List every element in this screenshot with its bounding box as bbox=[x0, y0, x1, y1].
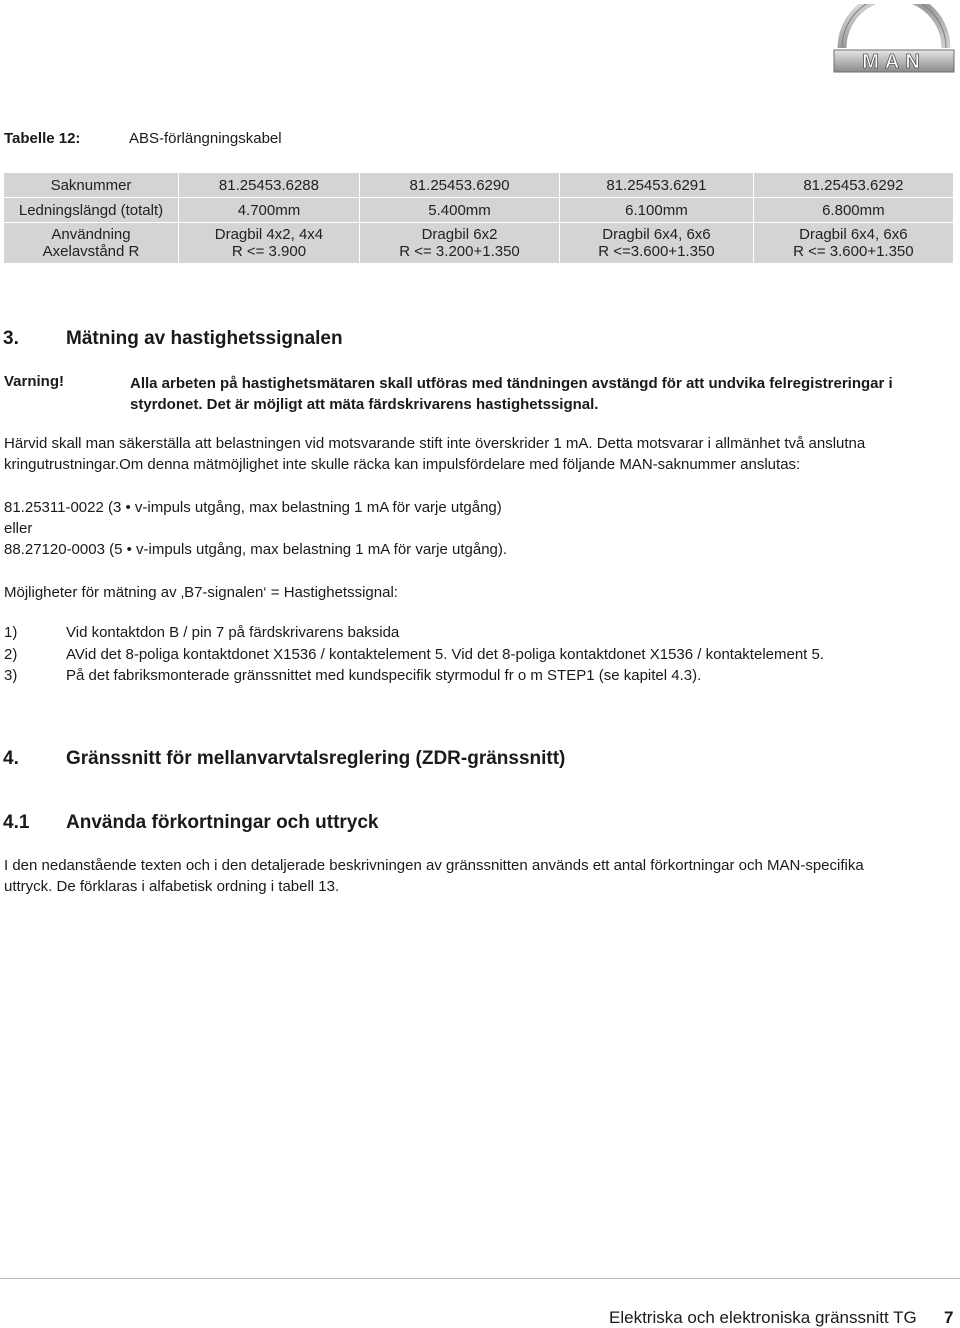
table-cell: 81.25453.6288 bbox=[179, 173, 360, 198]
list-item-number: 1) bbox=[4, 624, 18, 641]
table-row bbox=[4, 198, 954, 223]
table-cell: 81.25453.6292 bbox=[753, 173, 953, 198]
table-cell: 5.400mm bbox=[359, 198, 559, 223]
table-cell: Dragbil 6x2 R <= 3.200+1.350 bbox=[359, 223, 559, 264]
list-item: Vid kontaktdon B / pin 7 på färdskrivarens baksida bbox=[66, 624, 400, 641]
warning-text: Alla arbeten på hastighetsmätaren skall utföras med tändningen avstängd för att undvika felregistreringar i styrdonet. Det är möjligt att mäta färdskrivarens hastighetssignal. bbox=[130, 375, 893, 413]
table-cell: 6.100mm bbox=[560, 198, 754, 223]
paragraph: Möjligheter för mätning av ‚B7-signalen‘ = Hastighetssignal: bbox=[4, 584, 398, 601]
table-row bbox=[4, 223, 954, 264]
table-cell: Dragbil 6x4, 6x6 R <= 3.600+1.350 bbox=[753, 223, 953, 264]
footer-divider bbox=[0, 1278, 960, 1279]
table-cell: 81.25453.6290 bbox=[359, 173, 559, 198]
table-cell: Dragbil 6x4, 6x6 R <=3.600+1.350 bbox=[560, 223, 754, 264]
row-header-part-number: Saknummer bbox=[4, 173, 179, 198]
table-cell: 4.700mm bbox=[179, 198, 360, 223]
section-heading: Gränssnitt för mellanvarvtalsreglering (ZDR-gränssnitt) bbox=[66, 748, 566, 769]
abs-extension-cable-table bbox=[3, 172, 954, 264]
section-number: 3. bbox=[3, 328, 19, 349]
table-row bbox=[4, 173, 954, 198]
footer-title: Elektriska och elektroniska gränssnitt TG bbox=[609, 1308, 917, 1327]
page-number: 7 bbox=[944, 1308, 954, 1327]
list-item-number: 3) bbox=[4, 667, 18, 684]
list-item-number: 2) bbox=[4, 646, 18, 663]
svg-text:MAN: MAN bbox=[862, 51, 926, 73]
paragraph: Härvid skall man säkerställa att belastningen vid motsvarande stift inte överskrider 1 mA. Detta motsvarar i allmänhet två anslutna kringutrustningar.Om denna mätmöjlighet inte skulle räcka kan impulsfördelare med följande MAN-saknummer anslutas: bbox=[4, 435, 866, 473]
paragraph: I den nedanstående texten och i den detaljerade beskrivningen av gränssnitten används ett antal förkortningar och MAN-specifika uttryck. De förklaras i alfabetisk ordning i tabell 13. bbox=[4, 857, 864, 895]
man-logo bbox=[828, 4, 956, 82]
warning-label: Varning! bbox=[4, 373, 65, 390]
list-item: AVid det 8-poliga kontaktdonet X1536 / kontaktelement 5. Vid det 8-poliga kontaktdonet X1536 / kontaktelement 5. bbox=[66, 646, 825, 663]
table-cell: Dragbil 4x2, 4x4 R <= 3.900 bbox=[179, 223, 360, 264]
list-item: På det fabriksmonterade gränssnittet med kundspecifik styrmodul fr o m STEP1 (se kapitel 4.3). bbox=[66, 667, 702, 684]
section-heading: Mätning av hastighetssignalen bbox=[66, 328, 343, 349]
part-number-list: 81.25311-0022 (3 • v-impuls utgång, max belastning 1 mA för varje utgång) eller 88.27120-0003 (5 • v-impuls utgång, max belastning 1 mA för varje utgång). bbox=[4, 499, 508, 558]
section-heading: Använda förkortningar och uttryck bbox=[66, 812, 379, 833]
table-cell: 6.800mm bbox=[753, 198, 953, 223]
table-cell: 81.25453.6291 bbox=[560, 173, 754, 198]
table-label: Tabelle 12: bbox=[4, 130, 81, 147]
row-header-usage: Användning Axelavstånd R bbox=[4, 223, 179, 264]
section-number: 4.1 bbox=[3, 812, 30, 833]
table-title: ABS-förlängningskabel bbox=[129, 130, 282, 147]
row-header-cable-length: Ledningslängd (totalt) bbox=[4, 198, 179, 223]
section-number: 4. bbox=[3, 748, 19, 769]
